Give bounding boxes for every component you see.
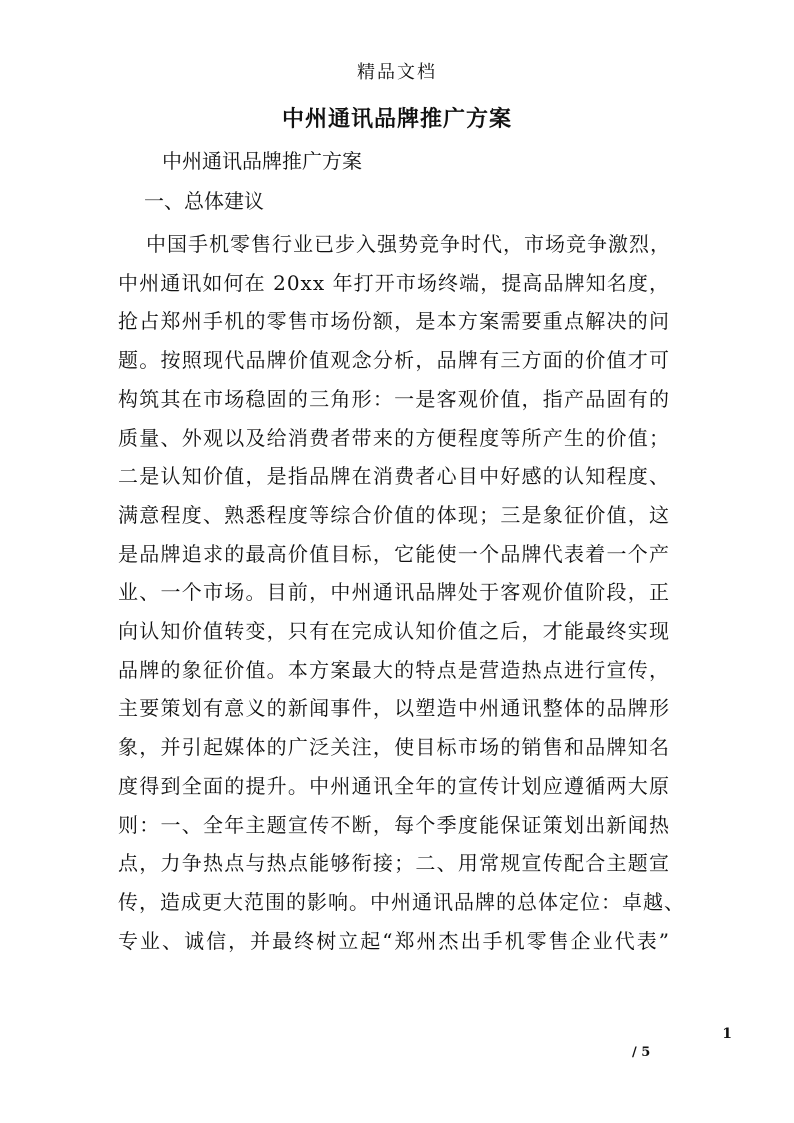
paragraph-line: 抢占郑州手机的零售市场份额，是本方案需要重点解决的问	[118, 309, 670, 334]
document-subtitle: 中州通讯品牌推广方案	[162, 149, 362, 173]
page-total: / 5	[632, 1045, 651, 1060]
paragraph-line: 是品牌追求的最高价值目标，它能使一个品牌代表着一个产	[118, 541, 670, 566]
paragraph-line: 题。按照现代品牌价值观念分析，品牌有三方面的价值才可	[118, 348, 670, 373]
paragraph-line: 主要策划有意义的新闻事件，以塑造中州通讯整体的品牌形	[118, 696, 670, 721]
paragraph-line: 向认知价值转变，只有在完成认知价值之后，才能最终实现	[118, 619, 670, 643]
paragraph-line: 品牌的象征价值。本方案最大的特点是营造热点进行宣传，	[118, 657, 670, 682]
paragraph-line: 象，并引起媒体的广泛关注，使目标市场的销售和品牌知名	[118, 735, 670, 760]
paragraph-line: 度得到全面的提升。中州通讯全年的宣传计划应遵循两大原	[118, 773, 670, 798]
page-header: 精品文档	[357, 62, 437, 83]
paragraph-line: 中州通讯如何在 20xx 年打开市场终端，提高品牌知名度，	[118, 270, 670, 295]
paragraph-line: 构筑其在市场稳固的三角形：一是客观价值，指产品固有的	[118, 386, 670, 411]
paragraph-line: 传，造成更大范围的影响。中州通讯品牌的总体定位：卓越、	[118, 889, 685, 914]
paragraph-line: 满意程度、熟悉程度等综合价值的体现；三是象征价值，这	[118, 502, 670, 527]
page-number: 1	[722, 1026, 732, 1042]
paragraph-line: 质量、外观以及给消费者带来的方便程度等所产生的价值；	[118, 425, 670, 450]
section-heading: 一、总体建议	[144, 189, 264, 213]
paragraph-line: 专业、诚信，并最终树立起“郑州杰出手机零售企业代表”	[118, 928, 670, 953]
document-title: 中州通讯品牌推广方案	[281, 106, 512, 132]
paragraph-line: 则：一、全年主题宣传不断，每个季度能保证策划出新闻热	[118, 812, 670, 837]
paragraph-line: 业、一个市场。目前，中州通讯品牌处于客观价值阶段，正	[118, 580, 670, 605]
paragraph-line: 中国手机零售行业已步入强势竞争时代，市场竞争激烈，	[146, 232, 671, 256]
paragraph-line: 点，力争热点与热点能够衔接；二、用常规宣传配合主题宣	[118, 851, 670, 876]
paragraph-line: 二是认知价值，是指品牌在消费者心目中好感的认知程度、	[118, 464, 670, 489]
